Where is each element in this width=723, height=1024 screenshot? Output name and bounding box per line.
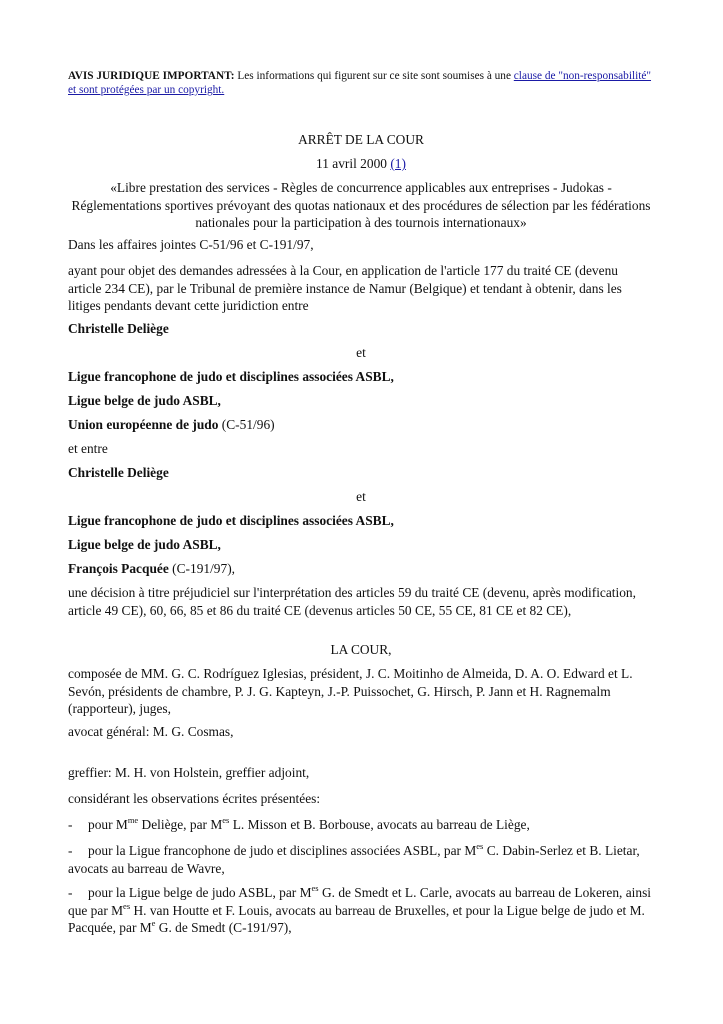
party-defendant-2: Ligue belge de judo ASBL, [68, 393, 221, 408]
la-cour-heading: LA COUR, [330, 642, 392, 657]
judgment-date [68, 155, 654, 173]
date-text: 11 avril 2000 [316, 156, 391, 171]
bullet-dash: - [68, 885, 73, 900]
conjunction-et-1: et [356, 345, 366, 360]
conjunction-et-2: et [356, 489, 366, 504]
party-defendant-5: Ligue belge de judo ASBL, [68, 537, 221, 552]
bullet-dash: - [68, 817, 73, 832]
paragraph-composition: composée de MM. G. C. Rodríguez Iglesias, président, J. C. Moitinho de Almeida, D. A. O. Edward et L. Sevón, présidents de chambre, P. J. G. Kapteyn, J.-P. Puissochet, G. Hirsch, P. Jann et H. Ragnemalm (rapporteur), juges, [68, 666, 633, 716]
footnote-link[interactable]: (1) [390, 156, 406, 171]
et-entre: et entre [68, 441, 108, 456]
party-applicant-1: Christelle Deliège [68, 321, 169, 336]
party-defendant-6: François Pacquée [68, 561, 169, 576]
paragraph-object: ayant pour objet des demandes adressées à la Cour, en application de l'article 177 du traité CE (devenu article 234 CE), par le Tribunal de première instance de Namur (Belgique) et tendant à obtenir, dans les litiges pendants devant cette juridiction entre [68, 263, 622, 313]
party-defendant-1: Ligue francophone de judo et disciplines associées ASBL, [68, 369, 394, 384]
observation-item: - pour la Ligue belge de judo ASBL, par $M^{es}$ G. de Smedt et L. Carle, avocats au barreau de Lokeren, ainsi que par $M^{es}$ H. van Houtte et F. Louis, avocats au barreau de Bruxelles, et pour la Ligue belge de judo et M. Pacquée, par Me G. de Smedt (C-191/97), [68, 883, 652, 935]
observation-item: - pour la Ligue francophone de judo et disciplines associées ASBL, par $M^{es}$ C. Dabin-Serlez et B. Lietar, avocats au barreau de Wavre, [68, 841, 640, 876]
paragraph-question: une décision à titre préjudiciel sur l'interprétation des articles 59 du traité CE (devenu, après modification, article 49 CE), 60, 66, 85 et 86 du traité CE (devenus articles 50 CE, 55 CE, 81 CE et 82 CE), [68, 585, 636, 618]
paragraph-advocate-general: avocat général: M. G. Cosmas, [68, 724, 234, 739]
legal-notice-label: AVIS JURIDIQUE IMPORTANT: [68, 70, 235, 82]
party-defendant-6-line [68, 560, 654, 578]
case-number-2: (C-191/97), [168, 561, 235, 576]
case-number-1: (C-51/96) [218, 417, 275, 432]
document-title: ARRÊT DE LA COUR [298, 132, 424, 147]
observation-item: - pour $M^{me}$ Deliège, par $M^{es}$ L. Misson et B. Borbouse, avocats au barreau de Liège, [68, 815, 530, 832]
legal-notice [68, 69, 658, 97]
legal-notice-text: Les informations qui figurent sur ce site sont soumises à une [234, 70, 514, 82]
paragraph-cases: Dans les affaires jointes C-51/96 et C-191/97, [68, 237, 314, 252]
party-defendant-3: Union européenne de judo [68, 417, 219, 432]
bullet-dash: - [68, 843, 73, 858]
party-defendant-3-line [68, 416, 654, 434]
party-applicant-2: Christelle Deliège [68, 465, 169, 480]
paragraph-registrar: greffier: M. H. von Holstein, greffier adjoint, [68, 765, 310, 780]
paragraph-observations: considérant les observations écrites présentées: [68, 791, 321, 806]
disclaimer-link[interactable]: clause de "non-responsabilité" et sont protégées par un copyright. [68, 70, 652, 97]
subject-summary: «Libre prestation des services - Règles de concurrence applicables aux entreprises - Judokas - Réglementations sportives prévoyant des quotas nationaux et des procédures de sélection par les fédérations nationales pour la participation à des tournois internationaux» [71, 180, 651, 230]
party-defendant-4: Ligue francophone de judo et disciplines associées ASBL, [68, 513, 394, 528]
